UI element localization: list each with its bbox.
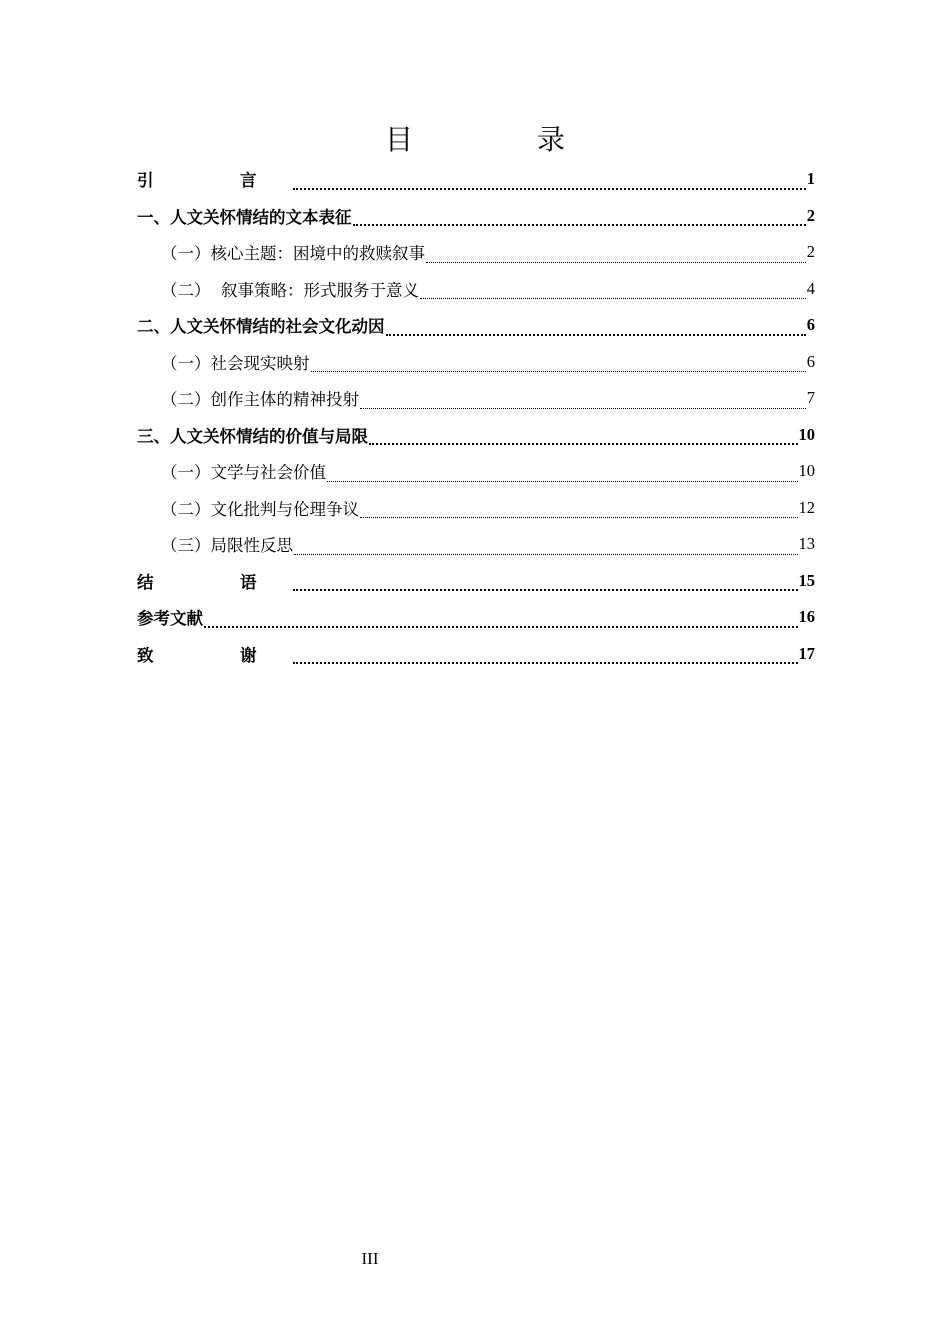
toc-leader-dots xyxy=(369,423,798,445)
toc-entry-page: 6 xyxy=(806,315,815,335)
toc-entry-page: 16 xyxy=(798,607,815,627)
toc-entry-page: 10 xyxy=(798,461,815,481)
toc-leader-dots xyxy=(327,461,798,482)
toc-entry-label: （二）创作主体的精神投射 xyxy=(161,390,359,410)
toc-entry-page: 2 xyxy=(806,205,815,225)
toc-leader-dots xyxy=(353,204,806,226)
toc-entry-label: 引 言 xyxy=(137,171,292,191)
toc-entry-label: （一）社会现实映射 xyxy=(161,353,310,373)
toc-entry-label: 二、人文关怀情结的社会文化动因 xyxy=(137,317,385,337)
page-number: III xyxy=(361,1249,379,1268)
toc-entry-label: 一、人文关怀情结的文本表征 xyxy=(137,207,352,227)
toc-entry-page: 17 xyxy=(798,643,815,663)
toc-entry-chapter-3[interactable] xyxy=(137,417,815,454)
toc-entry-section-3-3[interactable] xyxy=(137,526,815,563)
toc-entry-label: 三、人文关怀情结的价值与局限 xyxy=(137,426,368,446)
toc-entry-page: 13 xyxy=(798,534,815,554)
toc-entry-label: （三）局限性反思 xyxy=(161,536,293,556)
toc-entry-chapter-1[interactable] xyxy=(137,198,815,235)
toc-entry-section-2-1[interactable] xyxy=(137,344,815,381)
toc-leader-dots xyxy=(360,388,806,409)
toc-entry-label: （二） 叙事策略：形式服务于意义 xyxy=(161,280,419,300)
toc-entry-label: （一）文学与社会价值 xyxy=(161,463,326,483)
toc-entry-page: 12 xyxy=(798,497,815,517)
toc-entry-chapter-2[interactable] xyxy=(137,307,815,344)
toc-leader-dots xyxy=(426,242,806,263)
toc-leader-dots xyxy=(293,569,798,591)
toc-entry-page: 7 xyxy=(806,388,815,408)
toc-leader-dots xyxy=(293,642,798,664)
toc-entry-intro[interactable] xyxy=(137,161,815,198)
toc-entry-conclusion[interactable] xyxy=(137,563,815,600)
table-of-contents xyxy=(137,161,815,672)
toc-entry-page: 15 xyxy=(798,570,815,590)
toc-entry-section-3-2[interactable] xyxy=(137,490,815,527)
toc-leader-dots xyxy=(204,606,798,628)
toc-leader-dots xyxy=(293,168,806,190)
toc-leader-dots xyxy=(311,351,806,372)
toc-entry-page: 10 xyxy=(798,424,815,444)
toc-leader-dots xyxy=(386,314,806,336)
toc-entry-references[interactable] xyxy=(137,599,815,636)
toc-entry-page: 4 xyxy=(806,278,815,298)
toc-leader-dots xyxy=(420,278,806,299)
toc-entry-label: （一）核心主题：困境中的救赎叙事 xyxy=(161,244,425,264)
toc-entry-label: 参考文献 xyxy=(137,609,203,629)
toc-entry-acknowledgements[interactable] xyxy=(137,636,815,673)
toc-entry-page: 2 xyxy=(806,242,815,262)
page-title: 目 录 xyxy=(384,123,613,156)
toc-entry-page: 6 xyxy=(806,351,815,371)
toc-entry-section-1-2[interactable] xyxy=(137,271,815,308)
toc-leader-dots xyxy=(294,534,798,555)
toc-leader-dots xyxy=(360,497,798,518)
toc-entry-label: 致 谢 xyxy=(137,645,292,665)
toc-entry-page: 1 xyxy=(806,169,815,189)
toc-entry-label: 结 语 xyxy=(137,572,292,592)
toc-entry-section-2-2[interactable] xyxy=(137,380,815,417)
toc-entry-section-3-1[interactable] xyxy=(137,453,815,490)
toc-entry-section-1-1[interactable] xyxy=(137,234,815,271)
toc-entry-label: （二）文化批判与伦理争议 xyxy=(161,499,359,519)
